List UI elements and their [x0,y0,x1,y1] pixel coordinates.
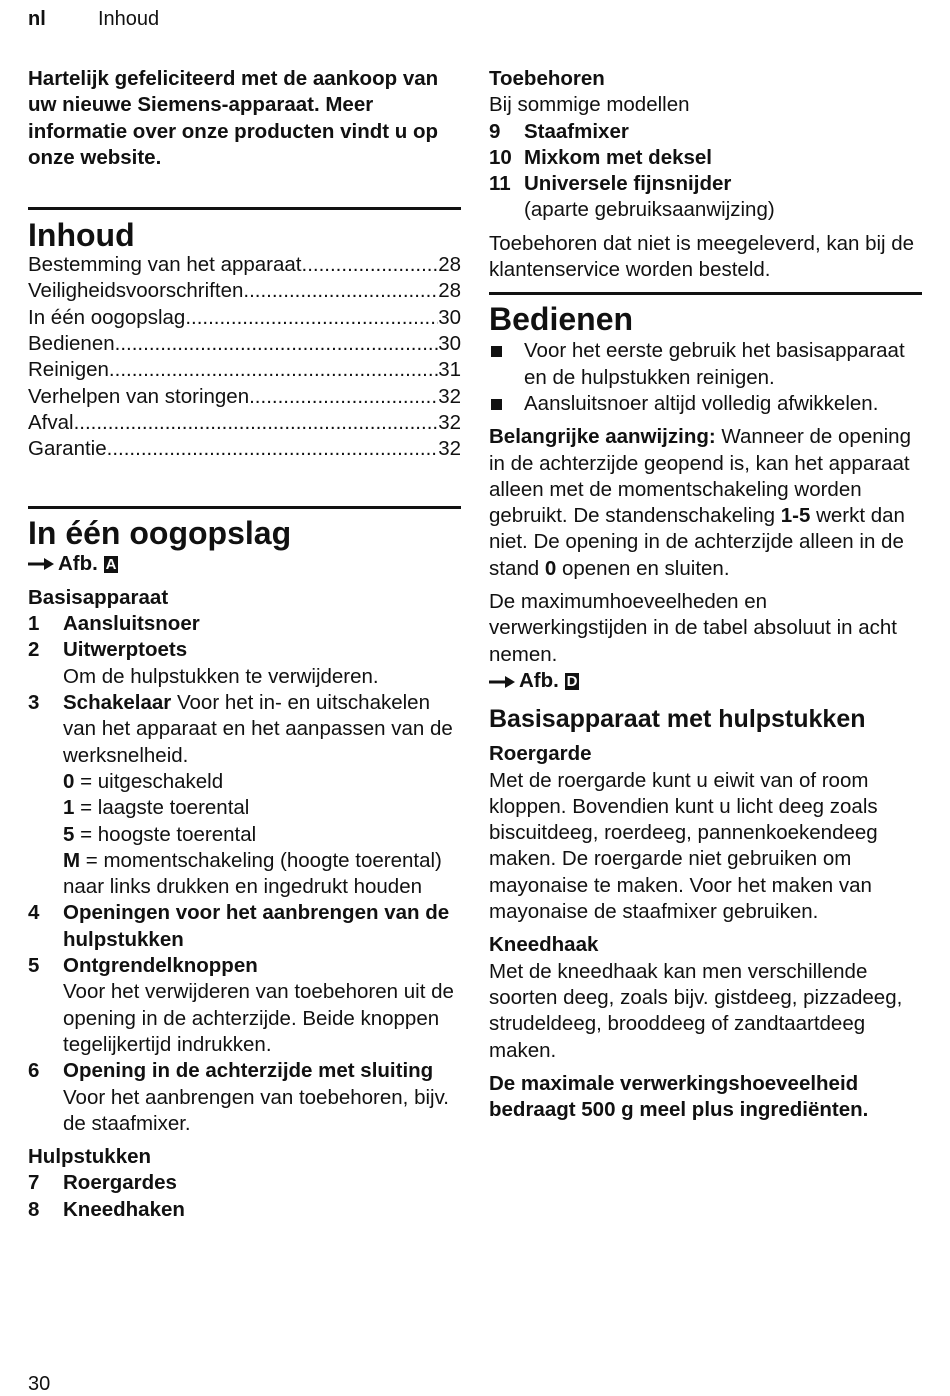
figure-reference: Afb. D [489,668,922,694]
list-item-description: Voor het aanbrengen van toebehoren, bijv. de staafmixer. [63,1085,449,1135]
figure-letter-badge: D [566,672,578,690]
operation-title: Bedienen [489,301,634,338]
list-item: 4 Openingen voor het aanbrengen van de hulpstukken [28,901,450,951]
section-rule [28,207,461,210]
important-note: Belangrijke aanwijzing: Wanneer de opening in de achterzijde geopend is, kan het apparaat alleen met de momentschakeling worden gebruikt. De standenschakeling 1-5 werkt dan niet. De opening in de achterzijde alleen in de stand 0 openen en sluiten. [489,425,911,580]
toc-entry[interactable]: Reinigen ..... 31 [28,357,461,383]
list-item: 2 Uitwerptoets [28,638,188,662]
right-column [489,66,922,1123]
list-item: 10 Mixkom met deksel [489,145,712,169]
list-item: 5 Ontgrendelknoppen [28,954,258,978]
toc-entry[interactable]: Veiligheidsvoorschriften ..... 28 [28,278,461,304]
toc-list [28,252,461,462]
toc-entry[interactable]: Garantie ..... 32 [28,436,461,462]
list-item: 3 Schakelaar Voor het in- en uitschakelen van het apparaat en het aanpassen van de werksnelheid. [28,691,453,767]
hook-text: Met de kneedhaak kan men verschillende soorten deeg, zoals bijv. gistdeeg, pizzadeeg, strudeldeeg, brooddeeg of zandtaartdeeg maken. [489,959,903,1062]
hook-heading: Kneedhaak [489,933,599,957]
arrow-right-icon [489,675,515,689]
switch-setting: 5 = hoogste toerental [63,822,257,846]
list-item: 1 Aansluitsnoer [28,612,200,636]
toc-entry[interactable]: Bedienen ..... 30 [28,331,461,357]
switch-setting: 0 = uitgeschakeld [63,769,224,793]
section-rule [28,506,461,509]
list-item-description: Voor het verwijderen van toebehoren uit de opening in de achterzijde. Beide knoppen tegelijkertijd indrukken. [63,980,454,1056]
subsection-title: Basisapparaat met hulpstukken [489,705,866,734]
whisk-text: Met de roergarde kunt u eiwit van of room kloppen. Bovendien kunt u licht deeg zoals biscuitdeeg, roerdeeg, pannenkoekendeeg maken. De roergarde niet gebruiken om mayonaise te maken. Voor het maken van mayonaise de staafmixer gebruiken. [489,768,878,924]
left-column [28,66,461,1223]
toc-entry[interactable]: Afval ..... 32 [28,410,461,436]
list-item: 11 Universele fijnsnijder [489,172,732,196]
max-capacity-note: De maximale verwerkingshoeveelheid bedraagt 500 g meel plus ingrediënten. [489,1071,869,1122]
switch-setting: 1 = laagste toerental [63,796,250,820]
toc-title: Inhoud [28,217,135,254]
list-item-description: (aparte gebruiksaanwijzing) [524,198,775,222]
list-item: 8 Kneedhaken [28,1197,185,1221]
figure-reference: Afb. A [28,551,461,577]
whisk-heading: Roergarde [489,742,592,766]
page-number: 30 [28,1373,51,1395]
section-name: Inhoud [98,8,160,30]
bullet-item: Voor het eerste gebruik het basisapparaat en de hulpstukken reinigen. [489,338,922,391]
list-item-description: Om de hulpstukken te verwijderen. [63,664,379,688]
toc-entry[interactable]: Verhelpen van storingen ..... 32 [28,384,461,410]
max-quantity-note: De maximumhoeveelheden en verwerkingstijden in de tabel absoluut in acht nemen. [489,590,897,666]
toc-entry[interactable]: Bestemming van het apparaat ..... 28 [28,252,461,278]
intro-text: Hartelijk gefeliciteerd met de aankoop van uw nieuwe Siemens-apparaat. Meer informatie over onze producten vindt u op onze website. [28,67,439,169]
square-bullet-icon [489,391,524,417]
list-item: 9 Staafmixer [489,119,629,143]
list-item: 7 Roergardes [28,1171,177,1195]
overview-title: In één oogopslag [28,514,292,551]
accessories-heading: Toebehoren [489,67,605,90]
running-header [28,6,159,32]
accessories-subtitle: Bij sommige modellen [489,93,690,117]
switch-setting: M = momentschakeling (hoogte toerental) naar links drukken en ingedrukt houden [63,848,442,899]
list-item: 6 Opening in de achterzijde met sluiting [28,1059,434,1083]
figure-letter-badge: A [105,555,117,573]
square-bullet-icon [489,338,524,391]
language-code: nl [28,8,46,30]
base-unit-heading: Basisapparaat [28,585,169,609]
accessories-note: Toebehoren dat niet is meegeleverd, kan bij de klantenservice worden besteld. [489,231,915,282]
section-rule [489,292,922,295]
toc-entry[interactable]: In één oogopslag ..... 30 [28,305,461,331]
bullet-item: Aansluitsnoer altijd volledig afwikkelen. [489,391,922,417]
attachments-heading: Hulpstukken [28,1145,152,1169]
arrow-right-icon [28,557,54,571]
